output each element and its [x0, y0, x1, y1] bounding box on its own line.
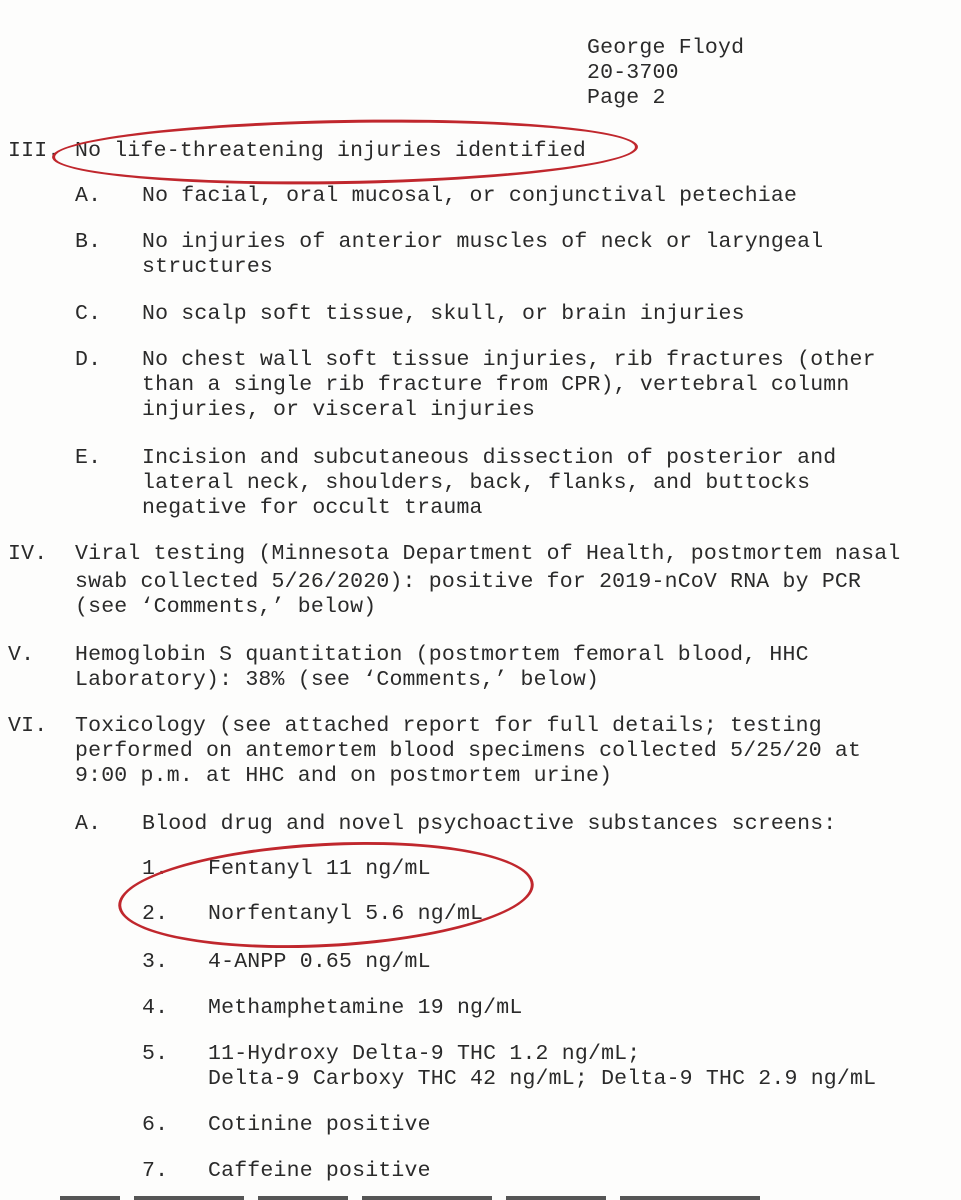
header-case-number: 20-3700: [587, 61, 679, 85]
section-iii-numeral: III.: [8, 139, 61, 163]
cropped-text-line: [60, 1190, 880, 1200]
item-letter-c: C.: [75, 302, 102, 326]
section-iii-title: No life-threatening injuries identified: [75, 139, 586, 163]
item-letter-e: E.: [75, 446, 102, 470]
section-iv-line: Viral testing (Minnesota Department of Health, postmortem nasal: [75, 542, 901, 566]
sub-a-title: Blood drug and novel psychoactive substances screens:: [142, 812, 837, 836]
tox-item-number: 6.: [142, 1113, 169, 1137]
header-page-number: Page 2: [587, 86, 666, 110]
tox-item-fentanyl: Fentanyl 11 ng/mL: [208, 857, 431, 881]
tox-item-methamphetamine: Methamphetamine 19 ng/mL: [208, 996, 523, 1020]
tox-item-number: 5.: [142, 1042, 169, 1066]
sub-a-letter: A.: [75, 812, 102, 836]
tox-item-caffeine: Caffeine positive: [208, 1159, 431, 1183]
red-annotation-circle-fentanyl: [116, 832, 537, 958]
tox-item-4-anpp: 4-ANPP 0.65 ng/mL: [208, 950, 431, 974]
tox-item-thc: 11-Hydroxy Delta-9 THC 1.2 ng/mL;: [208, 1042, 641, 1066]
section-vi-line: performed on antemortem blood specimens collected 5/25/20 at: [75, 739, 862, 763]
header-name: George Floyd: [587, 36, 745, 60]
section-iv-numeral: IV.: [8, 542, 48, 566]
item-e-line: lateral neck, shoulders, back, flanks, and buttocks: [142, 471, 811, 495]
item-d-line: than a single rib fracture from CPR), vertebral column: [142, 373, 850, 397]
item-e-line: negative for occult trauma: [142, 496, 483, 520]
item-b-line: structures: [142, 255, 274, 279]
tox-item-norfentanyl: Norfentanyl 5.6 ng/mL: [208, 902, 484, 926]
tox-item-number: 4.: [142, 996, 169, 1020]
item-letter-d: D.: [75, 348, 102, 372]
item-a-line: No facial, oral mucosal, or conjunctival petechiae: [142, 184, 798, 208]
item-d-line: No chest wall soft tissue injuries, rib fractures (other: [142, 348, 876, 372]
section-vi-line: 9:00 p.m. at HHC and on postmortem urine): [75, 764, 613, 788]
tox-item-number: 3.: [142, 950, 169, 974]
item-e-line: Incision and subcutaneous dissection of posterior and: [142, 446, 837, 470]
section-v-line: Laboratory): 38% (see ‘Comments,’ below): [75, 668, 600, 692]
tox-item-thc: Delta-9 Carboxy THC 42 ng/mL; Delta-9 THC 2.9 ng/mL: [208, 1067, 877, 1091]
item-c-line: No scalp soft tissue, skull, or brain injuries: [142, 302, 745, 326]
section-vi-numeral: VI.: [8, 714, 48, 738]
section-v-numeral: V.: [8, 643, 35, 667]
section-iv-line: (see ‘Comments,’ below): [75, 595, 377, 619]
section-iv-line: swab collected 5/26/2020): positive for 2019-nCoV RNA by PCR: [75, 570, 862, 594]
tox-item-number: 2.: [142, 902, 169, 926]
section-v-line: Hemoglobin S quantitation (postmortem femoral blood, HHC: [75, 643, 809, 667]
item-b-line: No injuries of anterior muscles of neck or laryngeal: [142, 230, 824, 254]
item-letter-b: B.: [75, 230, 102, 254]
tox-item-number: 1.: [142, 857, 169, 881]
section-vi-line: Toxicology (see attached report for full details; testing: [75, 714, 822, 738]
tox-item-number: 7.: [142, 1159, 169, 1183]
item-letter-a: A.: [75, 184, 102, 208]
item-d-line: injuries, or visceral injuries: [142, 398, 536, 422]
tox-item-cotinine: Cotinine positive: [208, 1113, 431, 1137]
